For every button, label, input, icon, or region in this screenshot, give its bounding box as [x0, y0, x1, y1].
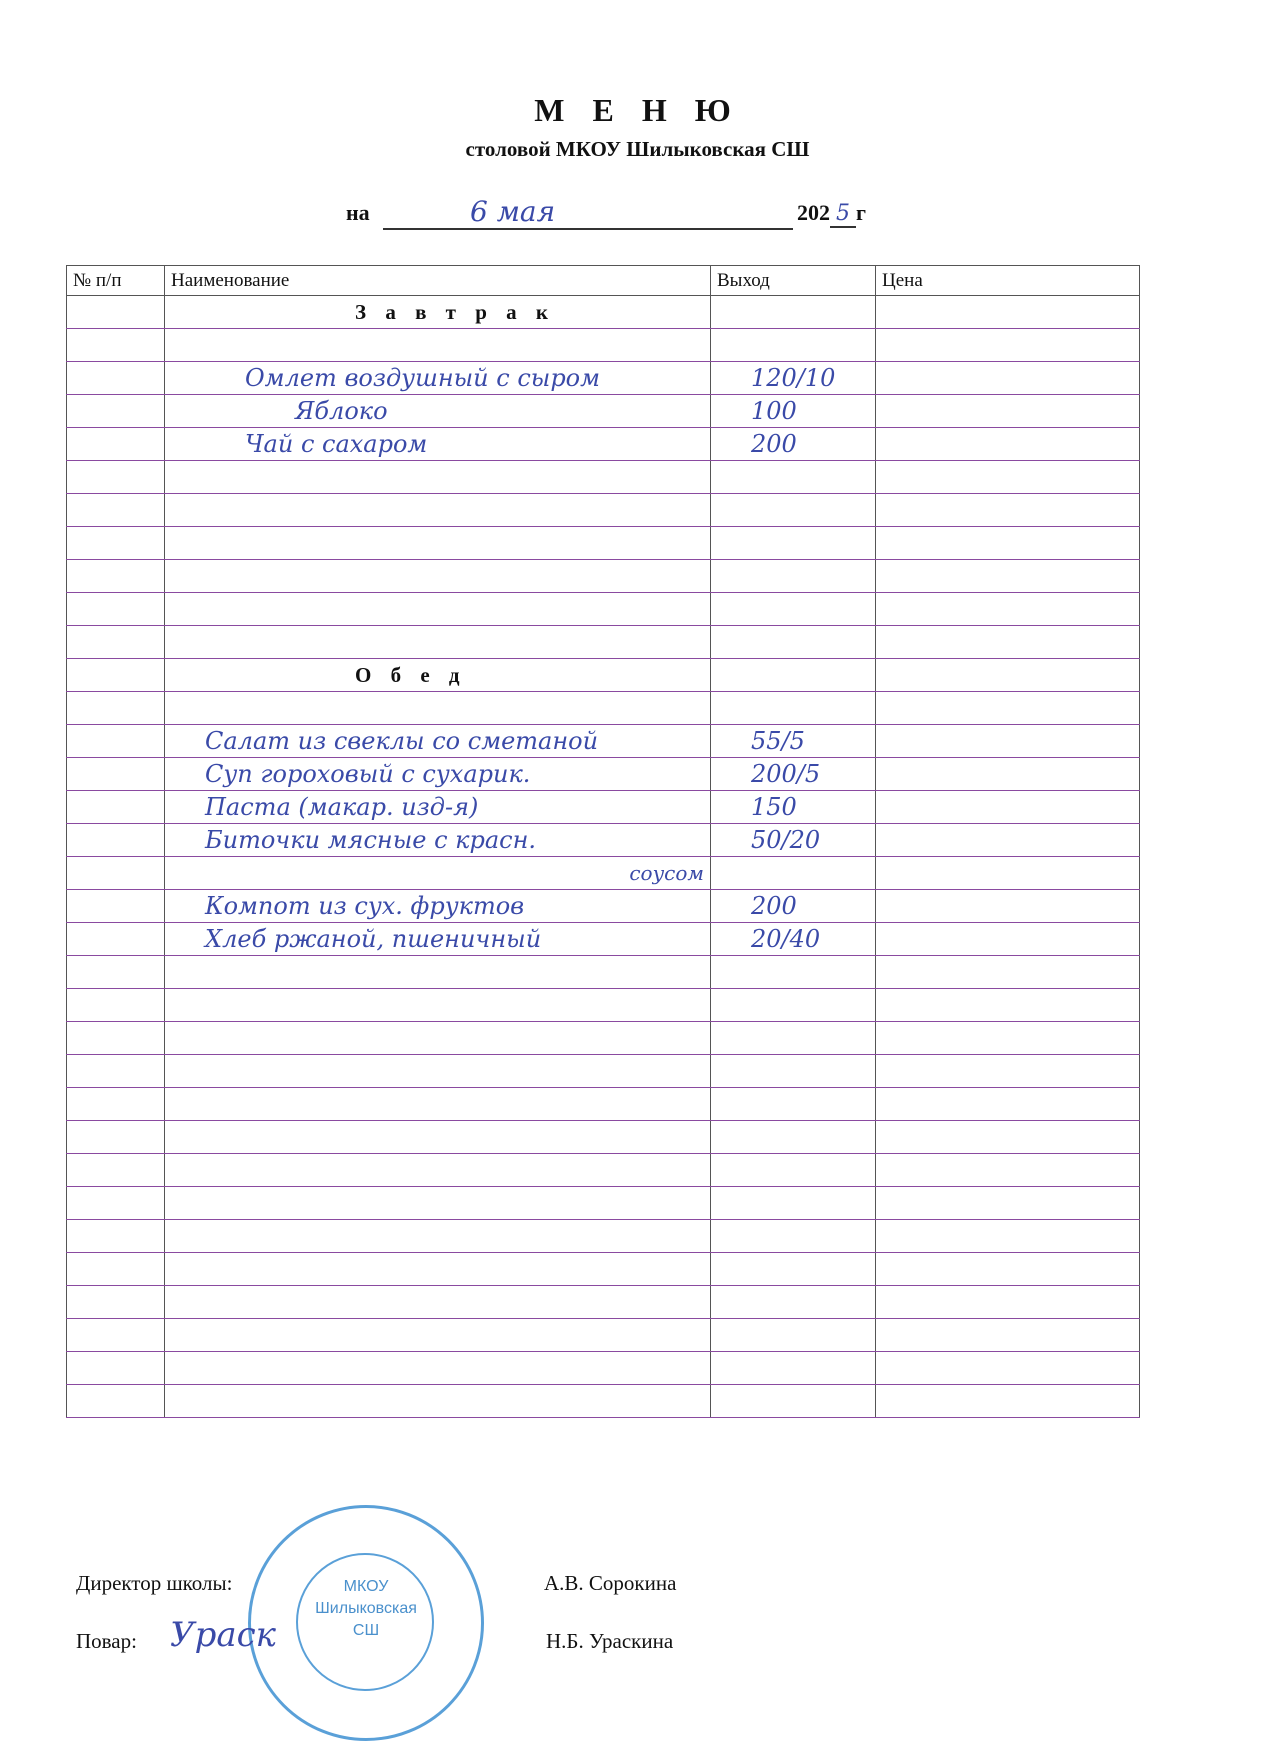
- dish-yield: 200: [711, 428, 876, 461]
- cell-yield: [711, 461, 876, 494]
- cell-number: [67, 1022, 165, 1055]
- cell-name: [165, 329, 711, 362]
- cell-yield: [711, 659, 876, 692]
- stamp-line-1: МКОУ: [343, 1578, 389, 1595]
- cell-number: [67, 395, 165, 428]
- cell-price: [876, 428, 1140, 461]
- cell-number: [67, 1088, 165, 1121]
- cook-label: Повар:: [76, 1629, 137, 1653]
- empty-row: [67, 1154, 1140, 1187]
- cell-number: [67, 1121, 165, 1154]
- table-body: [67, 296, 1140, 1418]
- empty-row: [67, 1022, 1140, 1055]
- dish-yield: 120/10: [711, 362, 876, 395]
- menu-subtitle: столовой МКОУ Шилыковская СШ: [465, 137, 810, 161]
- lunch-item-row: [67, 923, 1140, 956]
- cell-yield: [711, 494, 876, 527]
- cell-name: [165, 1022, 711, 1055]
- cell-price: [876, 890, 1140, 923]
- col-yield: Выход: [711, 266, 876, 296]
- cell-yield: [711, 956, 876, 989]
- empty-row: [67, 494, 1140, 527]
- cell-yield: [711, 527, 876, 560]
- cell-name: [165, 956, 711, 989]
- dish-yield: 50/20: [711, 824, 876, 857]
- cell-number: [67, 824, 165, 857]
- cell-yield: [711, 296, 876, 329]
- cell-price: [876, 494, 1140, 527]
- lunch-item-row: [67, 857, 1140, 890]
- cell-name: [165, 692, 711, 725]
- cell-yield: [711, 1187, 876, 1220]
- empty-row: [67, 1121, 1140, 1154]
- cell-number: [67, 1187, 165, 1220]
- cell-number: [67, 758, 165, 791]
- cell-price: [876, 923, 1140, 956]
- empty-row: [67, 1088, 1140, 1121]
- dish-name: Салат из свеклы со сметаной: [165, 725, 711, 758]
- cell-price: [876, 758, 1140, 791]
- cell-number: [67, 461, 165, 494]
- cell-name: [165, 989, 711, 1022]
- year-suffix: г: [856, 200, 866, 225]
- cell-number: [67, 1385, 165, 1418]
- cell-number: [67, 1253, 165, 1286]
- cell-name: [165, 1352, 711, 1385]
- cell-name: [165, 1121, 711, 1154]
- cell-name: [165, 593, 711, 626]
- dish-yield: 20/40: [711, 923, 876, 956]
- empty-row: [67, 1286, 1140, 1319]
- lunch-section-title: О б е д: [165, 659, 711, 692]
- cell-number: [67, 725, 165, 758]
- cell-number: [67, 1352, 165, 1385]
- cell-number: [67, 296, 165, 329]
- cell-price: [876, 1385, 1140, 1418]
- breakfast-item-row: [67, 362, 1140, 395]
- cell-yield: [711, 593, 876, 626]
- cell-number: [67, 1286, 165, 1319]
- cell-name: [165, 1154, 711, 1187]
- cell-yield: [711, 1319, 876, 1352]
- breakfast-title-row: [67, 296, 1140, 329]
- cell-number: [67, 857, 165, 890]
- cell-price: [876, 626, 1140, 659]
- cell-price: [876, 791, 1140, 824]
- cell-number: [67, 890, 165, 923]
- cell-price: [876, 461, 1140, 494]
- stamp-line-2: Шилыковская: [315, 1600, 417, 1617]
- cell-price: [876, 692, 1140, 725]
- dish-name: Яблоко: [165, 395, 711, 428]
- year-digit: 5: [830, 201, 856, 228]
- cell-price: [876, 1187, 1140, 1220]
- lunch-item-row: [67, 791, 1140, 824]
- cell-name: [165, 1286, 711, 1319]
- dish-yield: 150: [711, 791, 876, 824]
- cell-number: [67, 626, 165, 659]
- cell-price: [876, 395, 1140, 428]
- cell-price: [876, 296, 1140, 329]
- dish-yield: 200/5: [711, 758, 876, 791]
- cell-name: [165, 1319, 711, 1352]
- cell-yield: [711, 1352, 876, 1385]
- dish-name: Омлет воздушный с сыром: [165, 362, 711, 395]
- cell-price: [876, 1220, 1140, 1253]
- cell-number: [67, 791, 165, 824]
- empty-row: [67, 329, 1140, 362]
- cell-number: [67, 1220, 165, 1253]
- empty-row: [67, 1352, 1140, 1385]
- empty-row: [67, 461, 1140, 494]
- cell-name: [165, 461, 711, 494]
- cook-signature: Ураск: [170, 1615, 276, 1655]
- cell-name: [165, 1385, 711, 1418]
- cell-yield: [711, 626, 876, 659]
- cell-price: [876, 1286, 1140, 1319]
- empty-row: [67, 527, 1140, 560]
- cell-yield: [711, 1154, 876, 1187]
- dish-name: Чай с сахаром: [165, 428, 711, 461]
- dish-yield: 55/5: [711, 725, 876, 758]
- stamp-text: [251, 1576, 481, 1642]
- lunch-item-row: [67, 890, 1140, 923]
- cell-number: [67, 1154, 165, 1187]
- menu-title: М Е Н Ю: [534, 92, 741, 128]
- col-price: Цена: [876, 266, 1140, 296]
- cell-number: [67, 659, 165, 692]
- cell-yield: [711, 1385, 876, 1418]
- cell-name: [165, 1088, 711, 1121]
- cell-name: [165, 1253, 711, 1286]
- cell-price: [876, 956, 1140, 989]
- cell-yield: [711, 1286, 876, 1319]
- dish-yield: 200: [711, 890, 876, 923]
- cell-price: [876, 329, 1140, 362]
- breakfast-section-title: З а в т р а к: [165, 296, 711, 329]
- cell-yield: [711, 1253, 876, 1286]
- lunch-item-row: [67, 758, 1140, 791]
- cell-name: [165, 494, 711, 527]
- date-prefix: на: [346, 200, 370, 225]
- cell-yield: [711, 1121, 876, 1154]
- dish-name: Биточки мясные с красн.: [165, 824, 711, 857]
- cell-yield: [711, 1220, 876, 1253]
- cell-number: [67, 923, 165, 956]
- cell-number: [67, 362, 165, 395]
- cell-number: [67, 1319, 165, 1352]
- date-underline: [383, 208, 793, 230]
- cell-number: [67, 527, 165, 560]
- cell-yield: [711, 692, 876, 725]
- date-value: 6 мая: [470, 195, 556, 228]
- cell-number: [67, 1055, 165, 1088]
- cell-price: [876, 1055, 1140, 1088]
- cell-price: [876, 527, 1140, 560]
- dish-name: Хлеб ржаной, пшеничный: [165, 923, 711, 956]
- cell-number: [67, 956, 165, 989]
- cell-name: [165, 560, 711, 593]
- breakfast-item-row: [67, 395, 1140, 428]
- cell-price: [876, 1154, 1140, 1187]
- cell-number: [67, 989, 165, 1022]
- cell-name: [165, 527, 711, 560]
- empty-row: [67, 989, 1140, 1022]
- cell-name: [165, 1220, 711, 1253]
- stamp-line-3: СШ: [352, 1622, 380, 1639]
- empty-row: [67, 1187, 1140, 1220]
- dish-yield: 100: [711, 395, 876, 428]
- dish-name: Паста (макар. изд-я): [165, 791, 711, 824]
- empty-row: [67, 1319, 1140, 1352]
- empty-row: [67, 1220, 1140, 1253]
- lunch-item-row: [67, 725, 1140, 758]
- cell-yield: [711, 329, 876, 362]
- cell-price: [876, 593, 1140, 626]
- cell-yield: [711, 1088, 876, 1121]
- cell-price: [876, 857, 1140, 890]
- dish-name: Суп гороховый с сухарик.: [165, 758, 711, 791]
- empty-row: [67, 1055, 1140, 1088]
- lunch-title-row: [67, 659, 1140, 692]
- cell-price: [876, 1121, 1140, 1154]
- empty-row: [67, 593, 1140, 626]
- empty-row: [67, 1385, 1140, 1418]
- cell-number: [67, 593, 165, 626]
- col-number: № п/п: [67, 266, 165, 296]
- cell-yield: [711, 1022, 876, 1055]
- lunch-item-row: [67, 824, 1140, 857]
- cell-price: [876, 1022, 1140, 1055]
- dish-yield: [711, 857, 876, 890]
- cell-price: [876, 362, 1140, 395]
- cell-number: [67, 560, 165, 593]
- cell-yield: [711, 989, 876, 1022]
- cell-price: [876, 989, 1140, 1022]
- empty-row: [67, 626, 1140, 659]
- cell-name: [165, 1187, 711, 1220]
- cell-price: [876, 659, 1140, 692]
- cell-price: [876, 1088, 1140, 1121]
- breakfast-item-row: [67, 428, 1140, 461]
- cell-price: [876, 1319, 1140, 1352]
- cook-name: Н.Б. Ураскина: [546, 1629, 674, 1653]
- cell-yield: [711, 1055, 876, 1088]
- cell-name: [165, 626, 711, 659]
- cell-yield: [711, 560, 876, 593]
- cell-price: [876, 1352, 1140, 1385]
- cell-number: [67, 428, 165, 461]
- empty-row: [67, 560, 1140, 593]
- director-label: Директор школы:: [76, 1571, 233, 1595]
- director-name: А.В. Сорокина: [544, 1571, 677, 1595]
- cell-price: [876, 560, 1140, 593]
- cell-name: [165, 1055, 711, 1088]
- cell-number: [67, 692, 165, 725]
- cell-price: [876, 1253, 1140, 1286]
- cell-price: [876, 725, 1140, 758]
- year-field: [797, 200, 866, 228]
- table-header-row: [67, 266, 1140, 296]
- dish-name: соусом: [165, 857, 711, 890]
- empty-row: [67, 1253, 1140, 1286]
- cell-number: [67, 329, 165, 362]
- cell-number: [67, 494, 165, 527]
- school-stamp: [248, 1505, 484, 1741]
- dish-name: Компот из сух. фруктов: [165, 890, 711, 923]
- menu-table: [66, 265, 1140, 1418]
- cell-price: [876, 824, 1140, 857]
- col-name: Наименование: [165, 266, 711, 296]
- empty-row: [67, 692, 1140, 725]
- year-prefix: 202: [797, 200, 830, 225]
- empty-row: [67, 956, 1140, 989]
